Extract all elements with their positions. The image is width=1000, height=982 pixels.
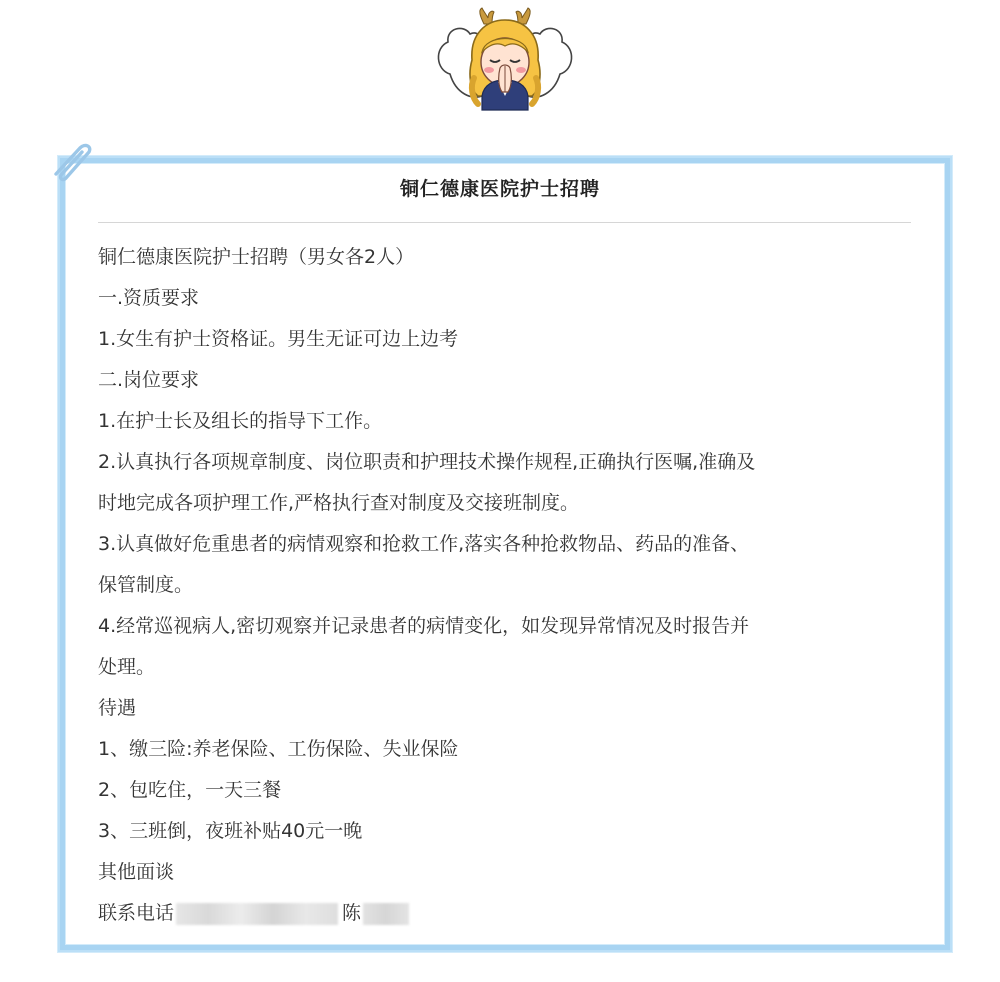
announcement-body: [98, 237, 910, 934]
body-line: 1、缴三险:养老保险、工伤保险、失业保险: [98, 738, 459, 760]
body-line: 铜仁德康医院护士招聘（男女各2人）: [98, 246, 415, 268]
redacted-phone: [176, 903, 338, 925]
body-line: 1.女生有护士资格证。男生无证可边上边考: [98, 328, 459, 350]
contact-label: 联系电话: [98, 902, 175, 924]
body-line: 2.认真执行各项规章制度、岗位职责和护理技术操作规程,正确执行医嘱,准确及: [98, 451, 756, 473]
section-heading: 一.资质要求: [98, 287, 200, 309]
body-line: 3、三班倒，夜班补贴40元一晚: [98, 820, 363, 842]
body-line: 2、包吃住，一天三餐: [98, 779, 282, 801]
contact-name: 陈: [342, 902, 362, 924]
body-line: 处理。: [98, 656, 156, 678]
body-line: 4.经常巡视病人,密切观察并记录患者的病情变化，如发现异常情况及时报告并: [98, 615, 750, 637]
body-line: 1.在护士长及组长的指导下工作。: [98, 410, 383, 432]
contact-row: [98, 893, 910, 934]
body-line: 时地完成各项护理工作,严格执行查对制度及交接班制度。: [98, 492, 580, 514]
mascot-illustration: [432, 4, 578, 112]
page-title: 铜仁德康医院护士招聘: [399, 178, 600, 200]
section-heading: 二.岗位要求: [98, 369, 200, 391]
title-divider: [98, 222, 911, 223]
body-line: 保管制度。: [98, 574, 194, 596]
redacted-name: [363, 903, 409, 925]
section-heading: 待遇: [98, 697, 137, 719]
body-line: 3.认真做好危重患者的病情观察和抢救工作,落实各种抢救物品、药品的准备、: [98, 533, 750, 555]
body-line: 其他面谈: [98, 861, 175, 883]
